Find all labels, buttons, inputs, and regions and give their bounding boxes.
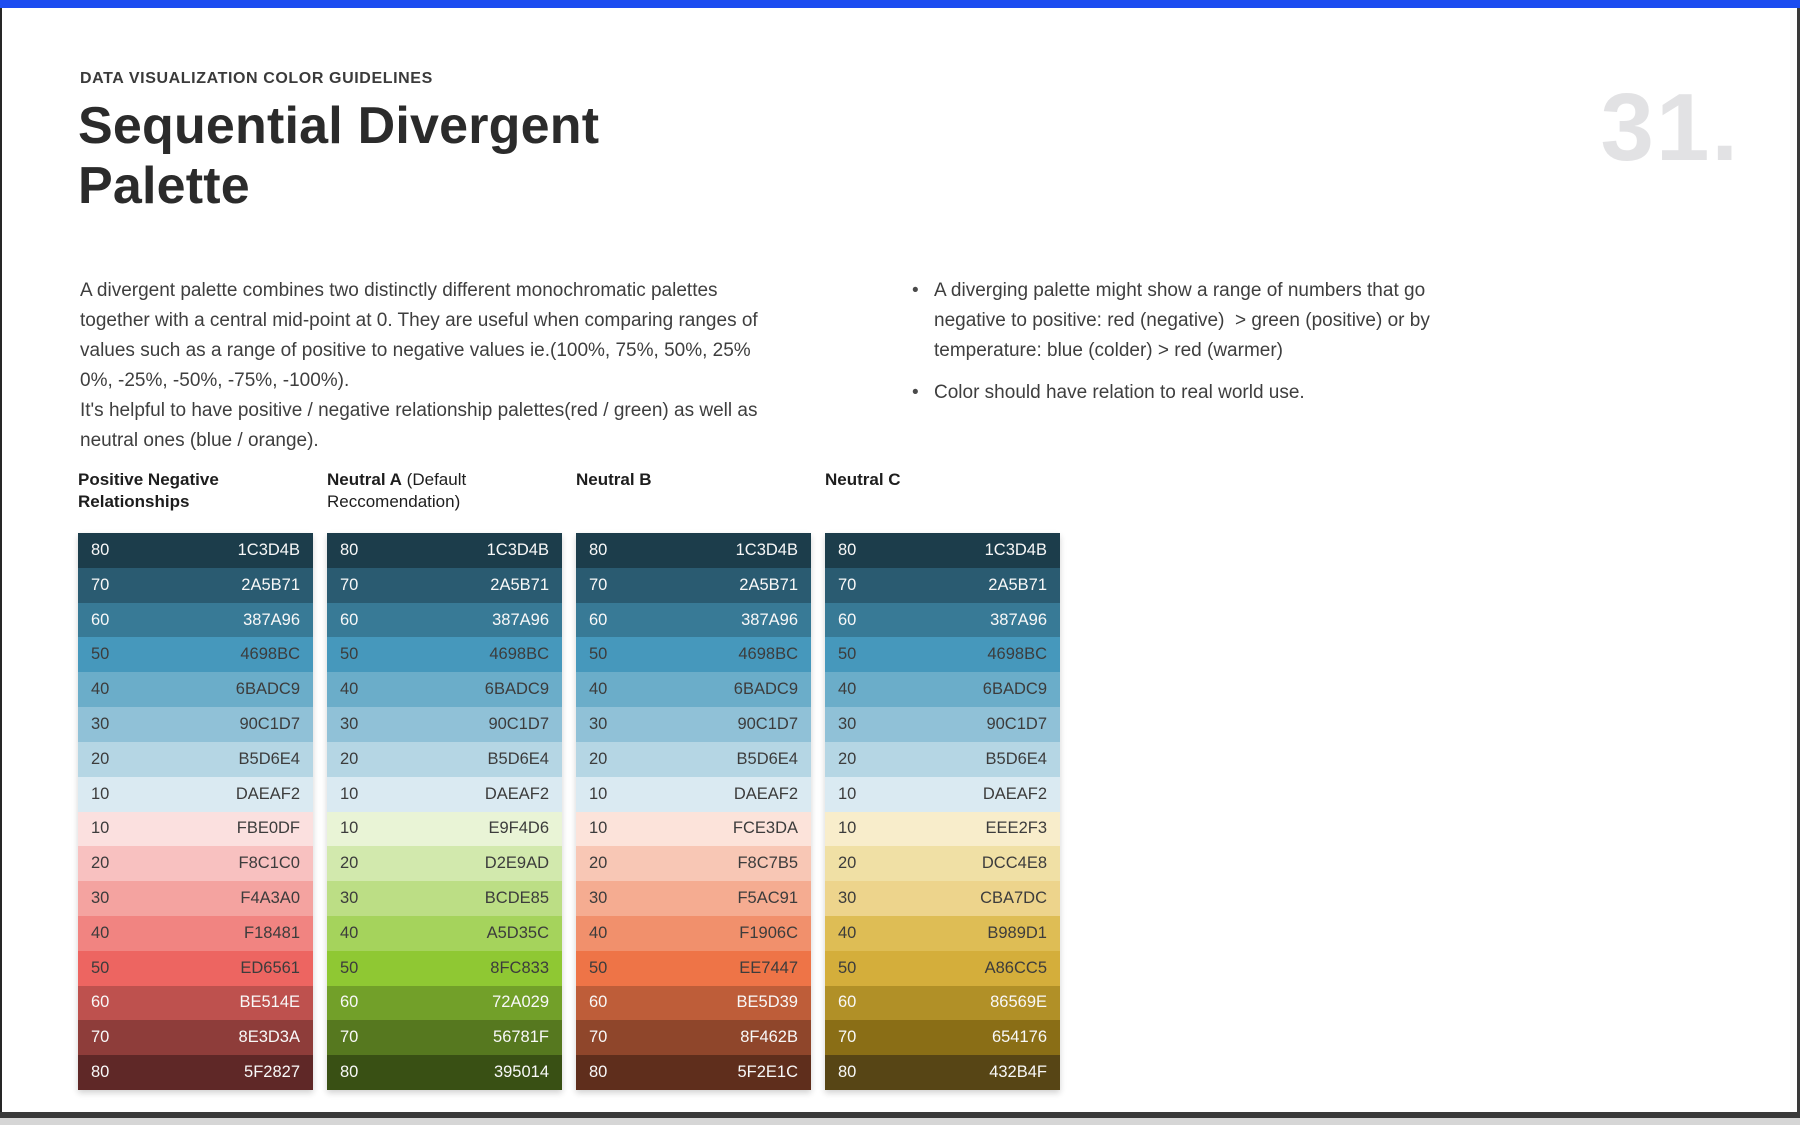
swatch-value: 60: [91, 993, 110, 1012]
swatch-value: 20: [589, 749, 608, 768]
swatch-value: 10: [340, 784, 359, 803]
swatch-row: [327, 846, 562, 881]
swatch-hex: DAEAF2: [235, 784, 300, 803]
swatch-row: [327, 742, 562, 777]
swatch-row: [78, 533, 313, 568]
swatch-row: [576, 533, 811, 568]
swatch-value: 30: [340, 714, 359, 733]
swatch-row: [825, 1055, 1060, 1090]
swatch-hex: F8C7B5: [737, 854, 798, 873]
swatch-value: 20: [91, 749, 110, 768]
swatch-hex: 5F2827: [244, 1063, 300, 1082]
swatch-row: [78, 637, 313, 672]
swatch-stack: [327, 533, 562, 1090]
palette-column: [576, 466, 811, 1090]
palette-grid: [78, 466, 1060, 1090]
swatch-value: 70: [838, 575, 857, 594]
swatch-value: 80: [589, 1063, 608, 1082]
swatch-row: [825, 881, 1060, 916]
swatch-hex: 6BADC9: [235, 680, 300, 699]
swatch-value: 20: [838, 749, 857, 768]
swatch-hex: 4698BC: [987, 645, 1047, 664]
swatch-value: 80: [340, 540, 359, 559]
intro-paragraph-1: A divergent palette combines two distinctly different monochromatic palettes together with a central mid-point at 0. They are useful when comparing ranges of values such as a range of positive to negative values ie.(100%, 75%, 50%, 25% 0%, -25%, -50%, -75%, -100%).: [80, 280, 758, 391]
swatch-value: 80: [340, 1063, 359, 1082]
swatch-value: 80: [838, 1063, 857, 1082]
swatch-row: [576, 672, 811, 707]
swatch-row: [327, 637, 562, 672]
swatch-value: 70: [589, 575, 608, 594]
swatch-value: 30: [589, 714, 608, 733]
swatch-hex: 6BADC9: [982, 680, 1047, 699]
swatch-value: 30: [91, 714, 110, 733]
swatch-value: 20: [91, 854, 110, 873]
swatch-row: [576, 1055, 811, 1090]
swatch-row: [825, 812, 1060, 847]
swatch-hex: 387A96: [741, 610, 798, 629]
swatch-value: 50: [589, 645, 608, 664]
palette-title-main: Positive Negative Relationships: [78, 470, 219, 511]
palette-column: [327, 466, 562, 1090]
eyebrow-label: DATA VISUALIZATION COLOR GUIDELINES: [80, 70, 433, 87]
swatch-hex: 4698BC: [489, 645, 549, 664]
swatch-row: [576, 986, 811, 1021]
palette-title: [327, 466, 562, 533]
swatch-row: [78, 1055, 313, 1090]
bullet-item: [912, 276, 1487, 366]
swatch-hex: 1C3D4B: [735, 540, 798, 559]
swatch-row: [78, 707, 313, 742]
swatch-value: 20: [589, 854, 608, 873]
swatch-value: 50: [589, 958, 608, 977]
swatch-hex: F18481: [244, 923, 300, 942]
swatch-row: [327, 951, 562, 986]
palette-title: [825, 466, 1060, 533]
swatch-hex: F1906C: [739, 923, 798, 942]
bullet-item: [912, 378, 1487, 408]
swatch-value: 70: [589, 1028, 608, 1047]
swatch-row: [576, 916, 811, 951]
intro-paragraphs: [80, 276, 785, 456]
swatch-hex: 6BADC9: [484, 680, 549, 699]
swatch-hex: 4698BC: [240, 645, 300, 664]
swatch-hex: DAEAF2: [982, 784, 1047, 803]
swatch-hex: 90C1D7: [737, 714, 798, 733]
swatch-value: 40: [838, 680, 857, 699]
page-left-border: [0, 8, 2, 1125]
swatch-row: [825, 672, 1060, 707]
swatch-hex: 2A5B71: [739, 575, 798, 594]
swatch-hex: 8E3D3A: [238, 1028, 300, 1047]
palette-title-suffix: (Default Reccomendation): [327, 470, 467, 511]
swatch-row: [825, 603, 1060, 638]
swatch-hex: 654176: [991, 1028, 1047, 1047]
palette-column: [78, 466, 313, 1090]
swatch-row: [78, 672, 313, 707]
swatch-hex: 4698BC: [738, 645, 798, 664]
swatch-row: [576, 742, 811, 777]
swatch-value: 50: [91, 958, 110, 977]
page-title: Sequential Divergent Palette: [78, 97, 600, 215]
swatch-value: 40: [340, 680, 359, 699]
swatch-value: 10: [91, 819, 110, 838]
swatch-row: [576, 603, 811, 638]
swatch-hex: FBE0DF: [236, 819, 300, 838]
page-bottom-margin: [0, 1118, 1800, 1125]
swatch-row: [825, 777, 1060, 812]
palette-title-main: Neutral B: [576, 470, 652, 489]
swatch-hex: FCE3DA: [732, 819, 798, 838]
swatch-hex: 1C3D4B: [486, 540, 549, 559]
bullet-marker: •: [912, 382, 919, 403]
palette-title-main: Neutral C: [825, 470, 901, 489]
swatch-value: 60: [340, 610, 359, 629]
swatch-stack: [78, 533, 313, 1090]
swatch-row: [825, 1020, 1060, 1055]
swatch-value: 50: [340, 645, 359, 664]
swatch-row: [78, 742, 313, 777]
swatch-value: 40: [589, 923, 608, 942]
swatch-hex: 2A5B71: [988, 575, 1047, 594]
swatch-value: 60: [589, 993, 608, 1012]
swatch-row: [825, 533, 1060, 568]
swatch-hex: D2E9AD: [484, 854, 549, 873]
swatch-row: [825, 637, 1060, 672]
swatch-hex: EE7447: [739, 958, 798, 977]
swatch-row: [327, 707, 562, 742]
swatch-value: 70: [340, 575, 359, 594]
swatch-value: 60: [340, 993, 359, 1012]
swatch-row: [327, 672, 562, 707]
swatch-value: 70: [91, 1028, 110, 1047]
swatch-value: 10: [838, 819, 857, 838]
swatch-hex: DCC4E8: [981, 854, 1047, 873]
swatch-stack: [825, 533, 1060, 1090]
swatch-hex: 6BADC9: [733, 680, 798, 699]
swatch-hex: 1C3D4B: [984, 540, 1047, 559]
swatch-hex: 8FC833: [490, 958, 549, 977]
swatch-hex: BCDE85: [484, 889, 549, 908]
swatch-hex: 387A96: [990, 610, 1047, 629]
swatch-value: 10: [91, 784, 110, 803]
swatch-row: [327, 1055, 562, 1090]
swatch-row: [576, 777, 811, 812]
swatch-hex: 2A5B71: [490, 575, 549, 594]
swatch-value: 40: [91, 923, 110, 942]
swatch-value: 20: [838, 854, 857, 873]
swatch-row: [576, 881, 811, 916]
swatch-hex: A5D35C: [486, 923, 549, 942]
swatch-row: [78, 777, 313, 812]
swatch-value: 60: [91, 610, 110, 629]
swatch-row: [327, 568, 562, 603]
swatch-row: [327, 603, 562, 638]
swatch-value: 20: [340, 749, 359, 768]
swatch-hex: B5D6E4: [985, 749, 1047, 768]
swatch-row: [78, 1020, 313, 1055]
swatch-value: 20: [340, 854, 359, 873]
swatch-hex: 86569E: [990, 993, 1047, 1012]
swatch-value: 10: [589, 819, 608, 838]
swatch-row: [78, 603, 313, 638]
swatch-hex: 395014: [493, 1063, 549, 1082]
swatch-row: [825, 707, 1060, 742]
swatch-row: [576, 1020, 811, 1055]
swatch-row: [78, 812, 313, 847]
swatch-value: 50: [838, 958, 857, 977]
swatch-hex: F8C1C0: [238, 854, 300, 873]
swatch-hex: B5D6E4: [736, 749, 798, 768]
swatch-hex: E9F4D6: [488, 819, 549, 838]
swatch-hex: BE5D39: [736, 993, 798, 1012]
intro-paragraph-2: It's helpful to have positive / negative relationship palettes(red / green) as well as neutral ones (blue / orange).: [80, 400, 758, 451]
swatch-value: 30: [340, 889, 359, 908]
swatch-row: [825, 986, 1060, 1021]
swatch-hex: 90C1D7: [488, 714, 549, 733]
swatch-hex: 5F2E1C: [737, 1063, 798, 1082]
swatch-row: [78, 568, 313, 603]
swatch-row: [576, 812, 811, 847]
swatch-row: [825, 846, 1060, 881]
swatch-row: [825, 742, 1060, 777]
page-number: 31.: [1600, 74, 1740, 181]
swatch-row: [327, 1020, 562, 1055]
bullet-marker: •: [912, 280, 919, 301]
swatch-value: 40: [589, 680, 608, 699]
swatch-value: 70: [340, 1028, 359, 1047]
swatch-row: [576, 568, 811, 603]
swatch-row: [825, 568, 1060, 603]
swatch-stack: [576, 533, 811, 1090]
swatch-hex: 2A5B71: [241, 575, 300, 594]
swatch-hex: 432B4F: [989, 1063, 1047, 1082]
swatch-row: [576, 846, 811, 881]
swatch-hex: B5D6E4: [238, 749, 300, 768]
swatch-hex: 387A96: [243, 610, 300, 629]
swatch-value: 50: [838, 645, 857, 664]
swatch-hex: BE514E: [239, 993, 300, 1012]
swatch-row: [327, 777, 562, 812]
swatch-value: 70: [838, 1028, 857, 1047]
swatch-value: 80: [91, 1063, 110, 1082]
notes-bullet-list: [912, 276, 1487, 408]
swatch-hex: B5D6E4: [487, 749, 549, 768]
bullet-text: Color should have relation to real world use.: [934, 382, 1305, 403]
swatch-value: 40: [838, 923, 857, 942]
swatch-value: 60: [589, 610, 608, 629]
swatch-value: 40: [340, 923, 359, 942]
swatch-row: [576, 637, 811, 672]
swatch-value: 40: [91, 680, 110, 699]
swatch-hex: EEE2F3: [985, 819, 1047, 838]
swatch-value: 60: [838, 993, 857, 1012]
swatch-row: [327, 881, 562, 916]
swatch-hex: 8F462B: [740, 1028, 798, 1047]
swatch-row: [327, 812, 562, 847]
swatch-row: [78, 916, 313, 951]
swatch-hex: 56781F: [493, 1028, 549, 1047]
swatch-row: [825, 916, 1060, 951]
swatch-row: [78, 881, 313, 916]
palette-title: [78, 466, 313, 533]
swatch-value: 30: [589, 889, 608, 908]
top-accent-bar: [0, 0, 1800, 8]
swatch-row: [576, 951, 811, 986]
swatch-hex: 90C1D7: [239, 714, 300, 733]
swatch-hex: A86CC5: [984, 958, 1047, 977]
bullet-text: A diverging palette might show a range of numbers that go negative to positive: red (negative) > green (positive) or by temperature: blue (colder) > red (warmer): [934, 280, 1436, 361]
swatch-value: 50: [340, 958, 359, 977]
palette-title-main: Neutral A: [327, 470, 402, 489]
swatch-row: [327, 916, 562, 951]
swatch-hex: ED6561: [240, 958, 300, 977]
swatch-row: [78, 951, 313, 986]
swatch-hex: F5AC91: [737, 889, 798, 908]
swatch-row: [825, 951, 1060, 986]
swatch-hex: 387A96: [492, 610, 549, 629]
swatch-hex: 90C1D7: [986, 714, 1047, 733]
swatch-value: 30: [91, 889, 110, 908]
swatch-value: 70: [91, 575, 110, 594]
swatch-value: 50: [91, 645, 110, 664]
swatch-value: 30: [838, 714, 857, 733]
swatch-row: [576, 707, 811, 742]
swatch-value: 10: [340, 819, 359, 838]
swatch-row: [327, 986, 562, 1021]
swatch-hex: F4A3A0: [240, 889, 300, 908]
swatch-hex: 72A029: [492, 993, 549, 1012]
swatch-row: [327, 533, 562, 568]
swatch-value: 60: [838, 610, 857, 629]
swatch-hex: DAEAF2: [733, 784, 798, 803]
swatch-row: [78, 986, 313, 1021]
swatch-hex: DAEAF2: [484, 784, 549, 803]
swatch-value: 80: [91, 540, 110, 559]
swatch-value: 10: [838, 784, 857, 803]
swatch-value: 80: [838, 540, 857, 559]
swatch-value: 80: [589, 540, 608, 559]
palette-column: [825, 466, 1060, 1090]
swatch-value: 10: [589, 784, 608, 803]
swatch-hex: B989D1: [987, 923, 1047, 942]
palette-title: [576, 466, 811, 533]
swatch-value: 30: [838, 889, 857, 908]
swatch-row: [78, 846, 313, 881]
swatch-hex: CBA7DC: [980, 889, 1047, 908]
swatch-hex: 1C3D4B: [237, 540, 300, 559]
